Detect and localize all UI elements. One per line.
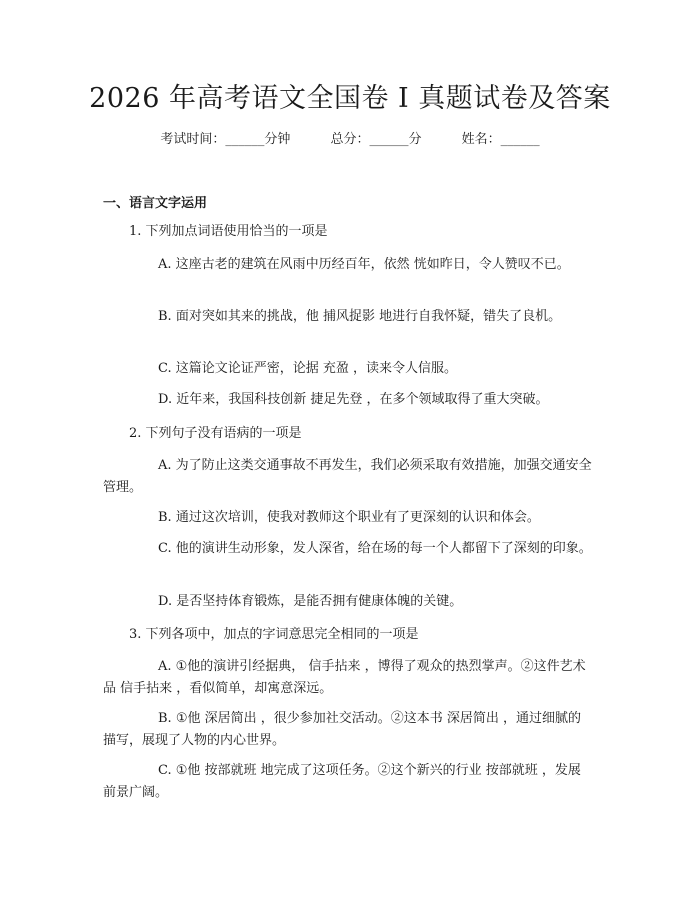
question-1-stem: 1. 下列加点词语使用恰当的一项是: [129, 224, 328, 239]
question-3-stem: 3. 下列各项中，加点的字词意思完全相同的一项是: [129, 627, 419, 642]
total-score-field: 总分：______分: [330, 132, 422, 147]
question-1-option-a: A. 这座古老的建筑在风雨中历经百年，依然 恍如昨日，令人赞叹不已。: [158, 257, 570, 272]
exam-time-field: 考试时间：______分钟: [160, 132, 291, 147]
question-1-option-c: C. 这篇论文论证严密，论据 充盈 ，读来令人信服。: [158, 361, 458, 376]
question-2-option-a: A. 为了防止这类交通事故不再发生，我们必须采取有效措施，加强交通安全管理。: [103, 458, 592, 495]
question-2-option-d: D. 是否坚持体育锻炼，是能否拥有健康体魄的关键。: [158, 594, 463, 609]
question-1-option-b: B. 面对突如其来的挑战，他 捕风捉影 地进行自我怀疑，错失了良机。: [158, 309, 562, 324]
question-1-option-d: D. 近年来，我国科技创新 捷足先登 ，在多个领域取得了重大突破。: [158, 392, 549, 407]
question-2-option-c: C. 他的演讲生动形象，发人深省，给在场的每一个人都留下了深刻的印象。: [158, 541, 592, 556]
question-2-option-b: B. 通过这次培训，使我对教师这个职业有了更深刻的认识和体会。: [158, 510, 540, 525]
question-3-option-c: C. ①他 按部就班 地完成了这项任务。②这个新兴的行业 按部就班 ，发展前景广阔。: [103, 763, 581, 800]
page-title: 2026 年高考语文全国卷 I 真题试卷及答案: [89, 83, 611, 114]
question-3-option-b: B. ①他 深居简出 ，很少参加社交活动。②这本书 深居简出 ，通过细腻的描写，展现了人物的内心世界。: [103, 711, 582, 748]
name-field: 姓名：______: [461, 132, 540, 147]
exam-meta: [0, 130, 700, 150]
question-2-stem: 2. 下列句子没有语病的一项是: [129, 426, 302, 441]
question-3-option-a: A. ①他的演讲引经据典， 信手拈来 ，博得了观众的热烈掌声。②这件艺术品 信手拈来 ，看似简单，却寓意深远。: [103, 659, 586, 696]
section-heading: 一、语言文字运用: [103, 196, 208, 211]
